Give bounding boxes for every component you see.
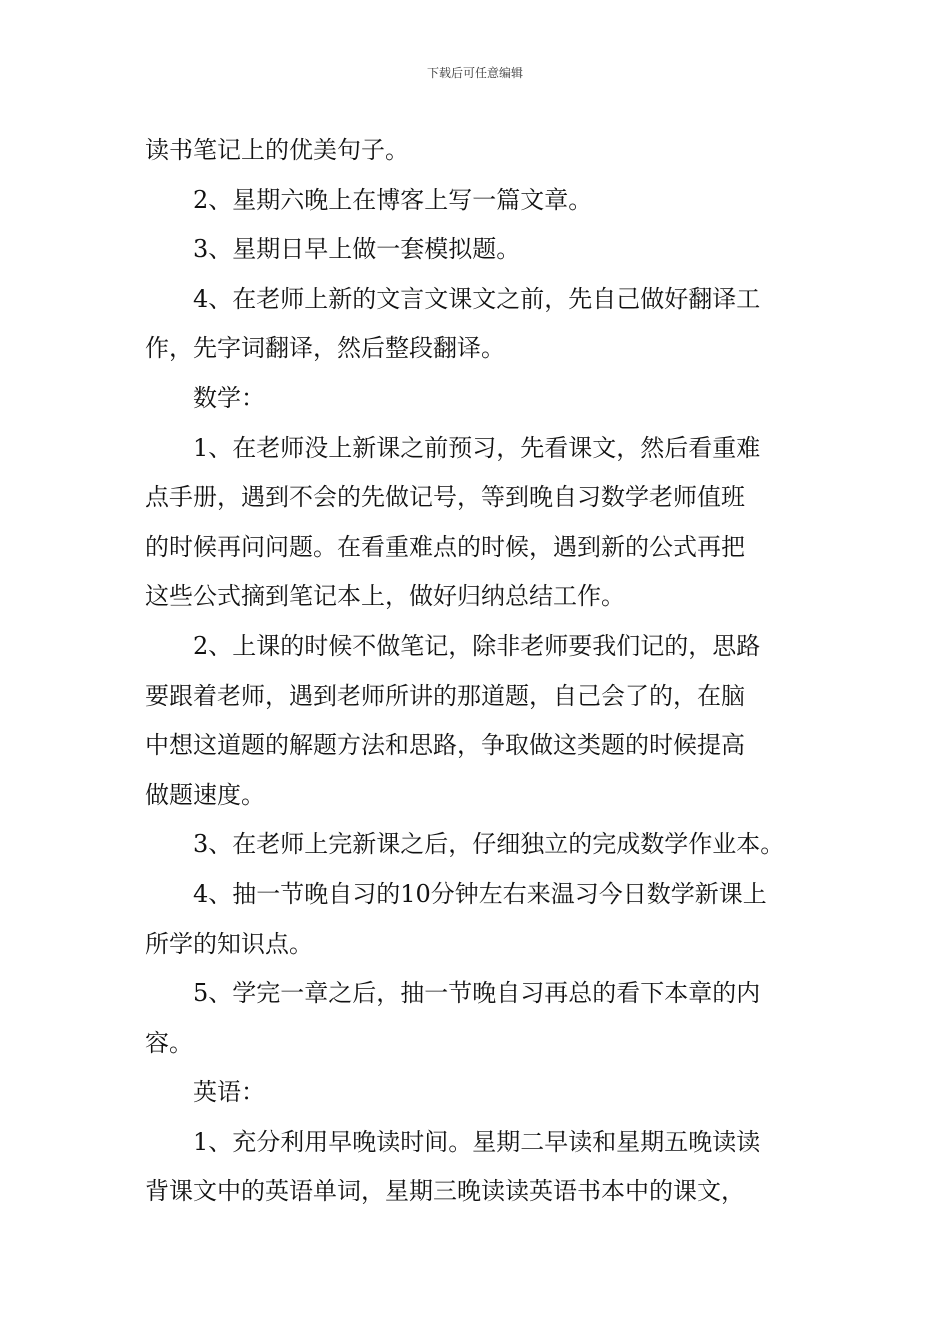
text-line: 这些公式摘到笔记本上，做好归纳总结工作。 — [145, 582, 625, 611]
paragraph — [145, 225, 809, 275]
text-line: 4、在老师上新的文言文课文之前，先自己做好翻译工 — [193, 284, 761, 313]
text-line: 背课文中的英语单词，星期三晚读读英语书本中的课文， — [145, 1177, 745, 1206]
document-body — [145, 126, 809, 1217]
text-line: 容。 — [145, 1028, 193, 1057]
paragraph — [145, 176, 809, 226]
paragraph — [145, 126, 809, 176]
text-line: 2、星期六晚上在博客上写一篇文章。 — [193, 185, 593, 214]
section-heading-math — [145, 374, 809, 424]
text-line: 4、抽一节晚自习的10分钟左右来温习今日数学新课上 — [193, 879, 767, 908]
text-line: 要跟着老师，遇到老师所讲的那道题，自己会了的，在脑 — [145, 681, 745, 710]
text-line: 3、星期日早上做一套模拟题。 — [193, 235, 521, 264]
text-line: 2、上课的时候不做笔记，除非老师要我们记的，思路 — [193, 631, 761, 660]
text-line: 作，先字词翻译，然后整段翻译。 — [145, 334, 505, 363]
page-header — [0, 64, 950, 82]
text-line: 做题速度。 — [145, 780, 265, 809]
text-line: 的时候再问问题。在看重难点的时候，遇到新的公式再把 — [145, 532, 745, 561]
paragraph — [145, 1118, 809, 1217]
paragraph — [145, 870, 809, 969]
paragraph — [145, 820, 809, 870]
paragraph — [145, 275, 809, 374]
text-line: 1、在老师没上新课之前预习，先看课文，然后看重难 — [193, 433, 761, 462]
text-line: 5、学完一章之后，抽一节晚自习再总的看下本章的内 — [193, 979, 761, 1008]
paragraph — [145, 424, 809, 622]
text-line: 中想这道题的解题方法和思路，争取做这类题的时候提高 — [145, 731, 745, 760]
text-line: 读书笔记上的优美句子。 — [145, 136, 409, 164]
text-line: 1、充分利用早晚读时间。星期二早读和星期五晚读读 — [193, 1127, 761, 1156]
text-line: 数学： — [193, 383, 265, 412]
paragraph — [145, 622, 809, 820]
text-line: 英语： — [193, 1078, 265, 1107]
text-line: 所学的知识点。 — [145, 929, 313, 958]
section-heading-english — [145, 1068, 809, 1118]
text-line: 3、在老师上完新课之后，仔细独立的完成数学作业本。 — [193, 830, 785, 859]
text-line: 点手册，遇到不会的先做记号，等到晚自习数学老师值班 — [145, 483, 745, 512]
paragraph — [145, 969, 809, 1068]
header-text: 下载后可任意编辑 — [426, 66, 523, 80]
